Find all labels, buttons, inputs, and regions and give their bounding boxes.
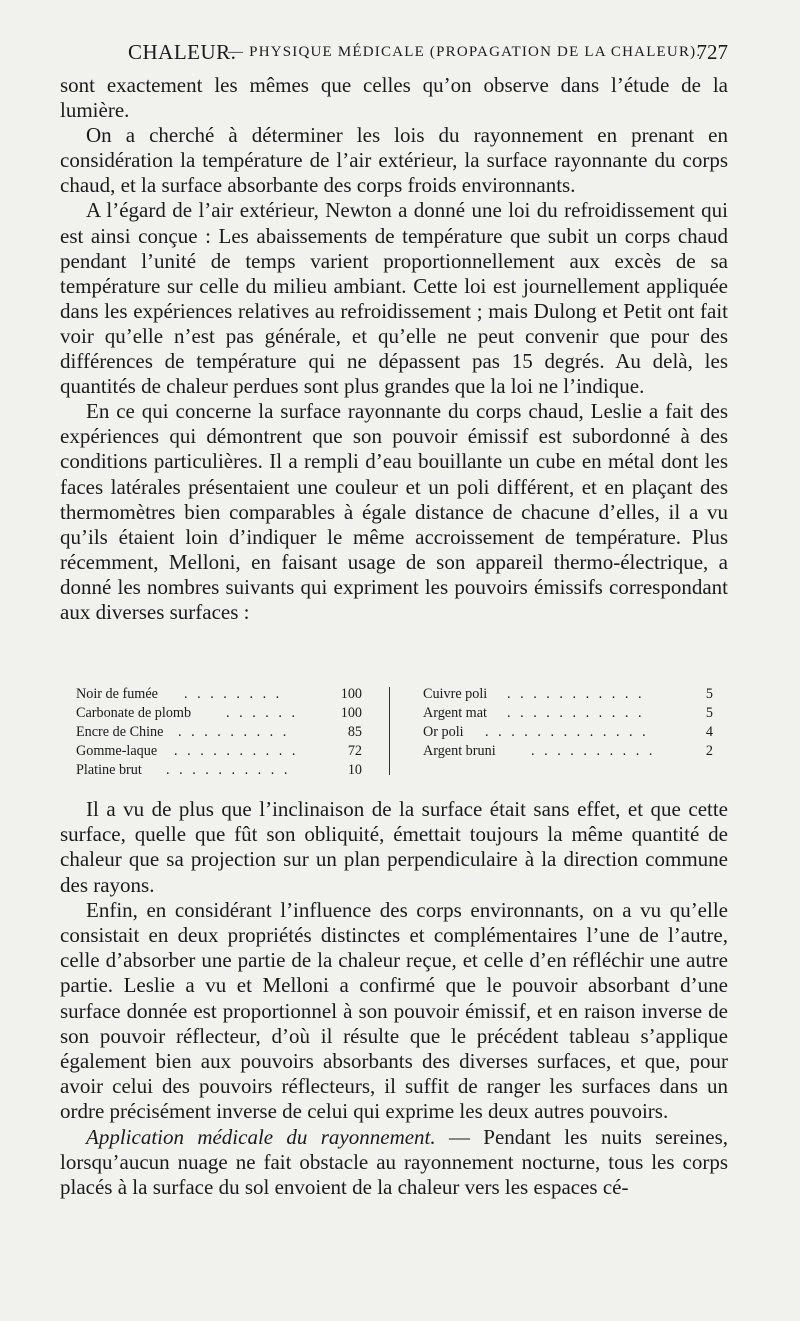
table-cell-value: 5	[705, 686, 713, 702]
table-cell-value: 72	[347, 743, 362, 759]
leader-dots: . . . . . . . . . .	[531, 743, 656, 759]
table-cell-label: Gomme-laque	[76, 743, 158, 759]
table-divider	[389, 687, 390, 775]
header-subtitle: — PHYSIQUE MÉDICALE (PROPAGATION DE LA CHALEUR).	[228, 44, 702, 60]
table-row	[423, 704, 713, 723]
running-header	[128, 40, 728, 70]
leader-dots: . . . . . . . . . .	[174, 743, 299, 759]
page-number: 727	[696, 40, 728, 64]
table-cell-value: 5	[705, 705, 713, 721]
table-left-column	[76, 685, 362, 780]
leader-dots: . . . . . . . . . . .	[507, 686, 645, 702]
table-cell-label: Noir de fumée	[76, 686, 158, 702]
paragraph-text: — Pendant les nuits sereines, lorsqu’aucun nuage ne fait obstacle au rayonnement nocturne, tous les corps placés à la surface du sol envoient de la chaleur vers les espaces cé-	[60, 1124, 728, 1200]
table-row	[76, 742, 362, 761]
leader-dots: . . . . . .	[226, 705, 299, 721]
table-row	[76, 723, 362, 742]
paragraph: En ce qui concerne la surface rayonnante du corps chaud, Leslie a fait des expériences qui démontrent que son pouvoir émissif est subordonné à des conditions particulières. Il a rempli d’eau bouillante un cube en métal dont les faces latérales présentaient une couleur et un poli différent, et en plaçant des thermomètres bien comparables à égale distance de chacune d’elles, il a vu qu’ils étaient loin d’indiquer le même accroissement de température. Plus récemment, Melloni, en faisant usage de son appareil thermo-électrique, a donné les nombres suivants qui expriment les pouvoirs émissifs correspondant aux diverses surfaces :	[60, 399, 728, 624]
body-text-top	[60, 73, 728, 625]
section-heading-italic: Application médicale du rayonnement.	[86, 1124, 436, 1149]
body-text-bottom	[60, 797, 728, 1200]
emissive-power-table	[76, 685, 712, 781]
paragraph: A l’égard de l’air extérieur, Newton a donné une loi du refroidissement qui est ainsi conçue : Les abaissements de température que subit un corps chaud pendant l’unité de temps varient proportionnellement aux excès de sa température sur celle du milieu ambiant. Cette loi est journellement appliquée dans les expériences relatives au refroidissement ; mais Dulong et Petit ont fait voir qu’elle n’est pas générale, et qu’elle ne peut convenir que pour des différences de température qui ne dépassent pas 15 degrés. Au delà, les quantités de chaleur perdues sont plus grandes que la loi ne l’indique.	[60, 198, 728, 399]
table-row	[423, 723, 713, 742]
table-right-column	[423, 685, 713, 761]
table-cell-value: 10	[347, 762, 362, 778]
leader-dots: . . . . . . . .	[184, 686, 283, 702]
leader-dots: . . . . . . . . .	[178, 724, 290, 740]
table-cell-label: Encre de Chine	[76, 724, 164, 740]
table-row	[76, 761, 362, 780]
table-cell-value: 100	[340, 705, 362, 721]
table-cell-label: Carbonate de plomb	[76, 705, 192, 721]
table-row	[76, 685, 362, 704]
table-row	[423, 742, 713, 761]
table-cell-value: 100	[340, 686, 362, 702]
header-title: CHALEUR.	[128, 40, 237, 64]
table-cell-label: Or poli	[423, 724, 464, 740]
table-cell-label: Argent bruni	[423, 743, 496, 759]
paragraph: Enfin, en considérant l’influence des corps environnants, on a vu qu’elle consistait en deux propriétés distinctes et complémentaires l’une de l’autre, celle d’absorber une partie de la chaleur reçue, et celle d’en réfléchir une autre partie. Leslie a vu et Melloni a confirmé que le pouvoir absorbant d’une surface donnée est proportionnel à son pouvoir émissif, et en raison inverse de son pouvoir réflecteur, d’où il résulte que le précédent tableau s’applique également bien aux pouvoirs absorbants des diverses surfaces, et que, pour avoir celui des pouvoirs réflecteurs, il suffit de ranger les surfaces dans un ordre précisément inverse de celui qui exprime les deux autres pouvoirs.	[60, 897, 728, 1124]
paragraph: Il a vu de plus que l’inclinaison de la surface était sans effet, et que cette surface, quelle que fût son obliquité, émettait toujours la même quantité de chaleur que sa projection sur un plan perpendiculaire à la direction commune des rayons.	[60, 797, 728, 897]
paragraph: sont exactement les mêmes que celles qu’on observe dans l’étude de la lumière.	[60, 73, 728, 123]
leader-dots: . . . . . . . . . .	[166, 762, 291, 778]
leader-dots: . . . . . . . . . . . . .	[485, 724, 649, 740]
table-cell-label: Argent mat	[423, 705, 487, 721]
leader-dots: . . . . . . . . . . .	[507, 705, 645, 721]
table-row	[423, 685, 713, 704]
paragraph-application	[60, 1125, 728, 1201]
table-cell-label: Platine brut	[76, 762, 142, 778]
table-cell-label: Cuivre poli	[423, 686, 488, 702]
table-cell-value: 4	[705, 724, 713, 740]
table-cell-value: 2	[705, 743, 713, 759]
table-row	[76, 704, 362, 723]
table-cell-value: 85	[347, 724, 362, 740]
paragraph: On a cherché à déterminer les lois du rayonnement en prenant en considération la température de l’air extérieur, la surface rayonnante du corps chaud, et la surface absorbante des corps froids environnants.	[60, 123, 728, 198]
